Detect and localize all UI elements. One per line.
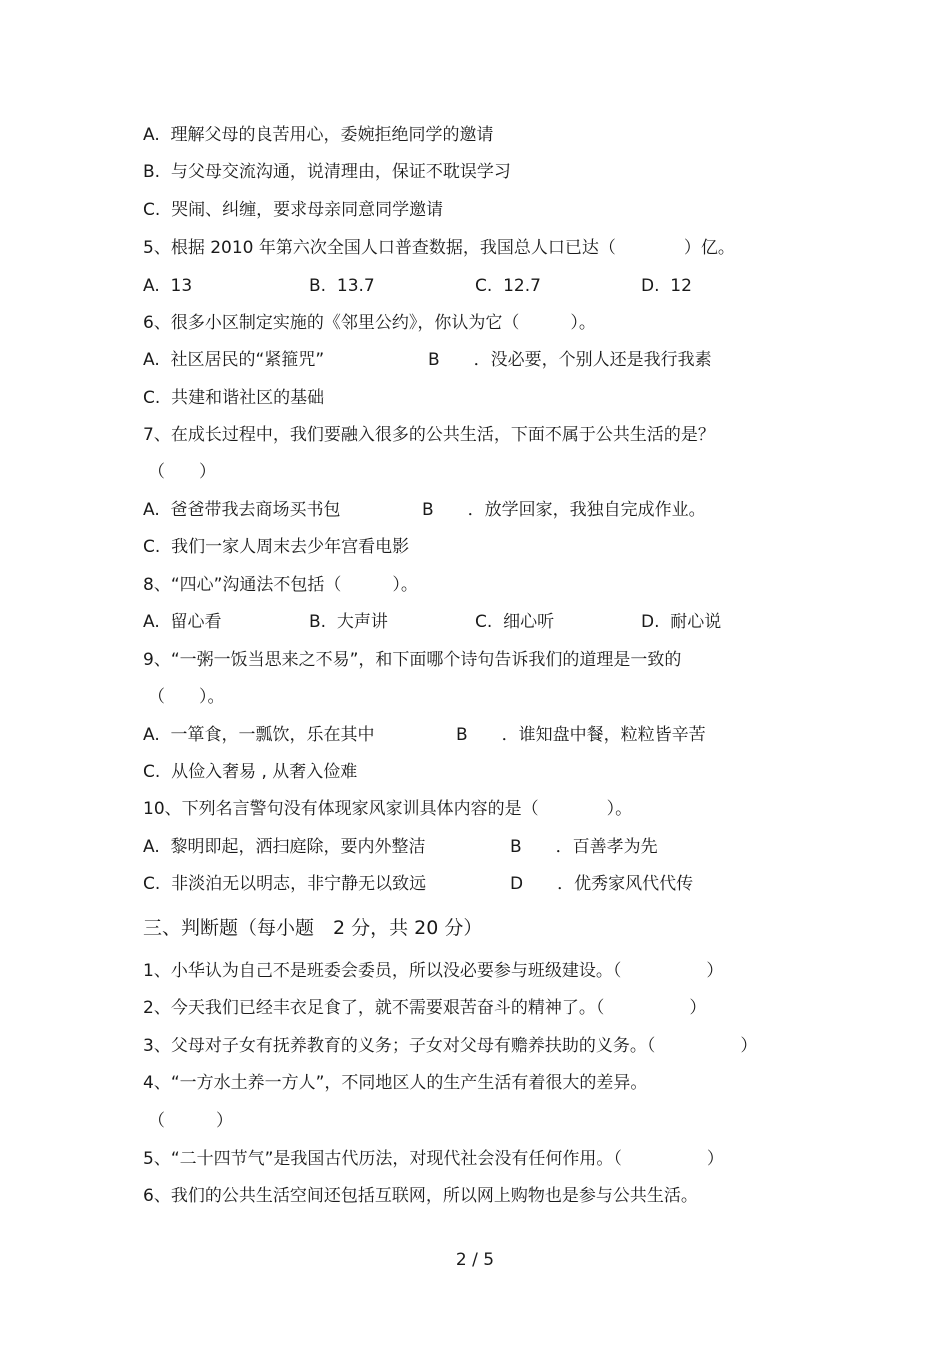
judge-item-3: 3、父母对子女有抚养教育的义务；子女对父母有赡养扶助的义务。（ ） xyxy=(143,1036,758,1056)
q9-stem: 9、“一粥一饭当思来之不易”，和下面哪个诗句告诉我们的道理是一致的 xyxy=(143,650,682,670)
q5-option-a: A. 13 xyxy=(143,276,193,296)
q7-option-b: B ．放学回家，我独自完成作业。 xyxy=(422,500,706,520)
section-3-heading: 三、判断题（每小题 2 分，共 20 分） xyxy=(143,917,483,939)
judge-item-4-blank: （ ） xyxy=(148,1111,233,1131)
judge-item-6: 6、我们的公共生活空间还包括互联网，所以网上购物也是参与公共生活。 xyxy=(143,1186,698,1206)
q9-option-a: A. 一箪食，一瓢饮，乐在其中 xyxy=(143,725,375,745)
page-indicator: 2 / 5 xyxy=(455,1250,495,1270)
judge-item-1: 1、小华认为自己不是班委会委员，所以没必要参与班级建设。（ ） xyxy=(143,961,724,981)
q8-option-d: D. 耐心说 xyxy=(641,612,722,632)
q6-option-c: C. 共建和谐社区的基础 xyxy=(143,388,325,408)
q6-option-b: B ．没必要，个别人还是我行我素 xyxy=(428,350,712,370)
q10-option-d: D ．优秀家风代代传 xyxy=(510,874,694,894)
q5-option-d: D. 12 xyxy=(641,276,692,296)
q10-option-a: A. 黎明即起，洒扫庭除，要内外整洁 xyxy=(143,837,426,857)
q8-stem: 8、“四心”沟通法不包括（ ）。 xyxy=(143,575,418,595)
q7-option-a: A. 爸爸带我去商场买书包 xyxy=(143,500,341,520)
q7-answer-blank: （ ） xyxy=(148,462,216,482)
judge-item-5: 5、“二十四节气”是我国古代历法，对现代社会没有任何作用。（ ） xyxy=(143,1149,724,1169)
q8-option-b: B. 大声讲 xyxy=(309,612,388,632)
q6-stem: 6、很多小区制定实施的《邻里公约》，你认为它（ ）。 xyxy=(143,313,596,333)
q8-option-a: A. 留心看 xyxy=(143,612,222,632)
q10-option-b: B ．百善孝为先 xyxy=(510,837,658,857)
q10-option-c: C. 非淡泊无以明志，非宁静无以致远 xyxy=(143,874,427,894)
q9-answer-blank: （ ）。 xyxy=(148,687,225,707)
q9-option-c: C. 从俭入奢易 , 从奢入俭难 xyxy=(143,762,358,782)
judge-item-2: 2、今天我们已经丰衣足食了，就不需要艰苦奋斗的精神了。（ ） xyxy=(143,998,707,1018)
q7-option-c: C. 我们一家人周末去少年宫看电影 xyxy=(143,537,410,557)
q5-stem: 5、根据 2010 年第六次全国人口普查数据，我国总人口已达（ ）亿。 xyxy=(143,238,735,258)
q4-option-a: A. 理解父母的良苦用心，委婉拒绝同学的邀请 xyxy=(143,125,494,145)
q5-option-b: B. 13.7 xyxy=(309,276,375,296)
q7-stem: 7、在成长过程中，我们要融入很多的公共生活，下面不属于公共生活的是？ xyxy=(143,425,715,445)
judge-item-4: 4、“一方水土养一方人”，不同地区人的生产生活有着很大的差异。 xyxy=(143,1073,648,1093)
q9-option-b: B ．谁知盘中餐，粒粒皆辛苦 xyxy=(456,725,706,745)
q6-option-a: A. 社区居民的“紧箍咒” xyxy=(143,350,325,370)
q4-option-c: C. 哭闹、纠缠，要求母亲同意同学邀请 xyxy=(143,200,444,220)
q4-option-b: B. 与父母交流沟通，说清理由，保证不耽误学习 xyxy=(143,162,511,182)
q5-option-c: C. 12.7 xyxy=(475,276,541,296)
q10-stem: 10、下列名言警句没有体现家风家训具体内容的是（ ）。 xyxy=(143,799,633,819)
q8-option-c: C. 细心听 xyxy=(475,612,555,632)
